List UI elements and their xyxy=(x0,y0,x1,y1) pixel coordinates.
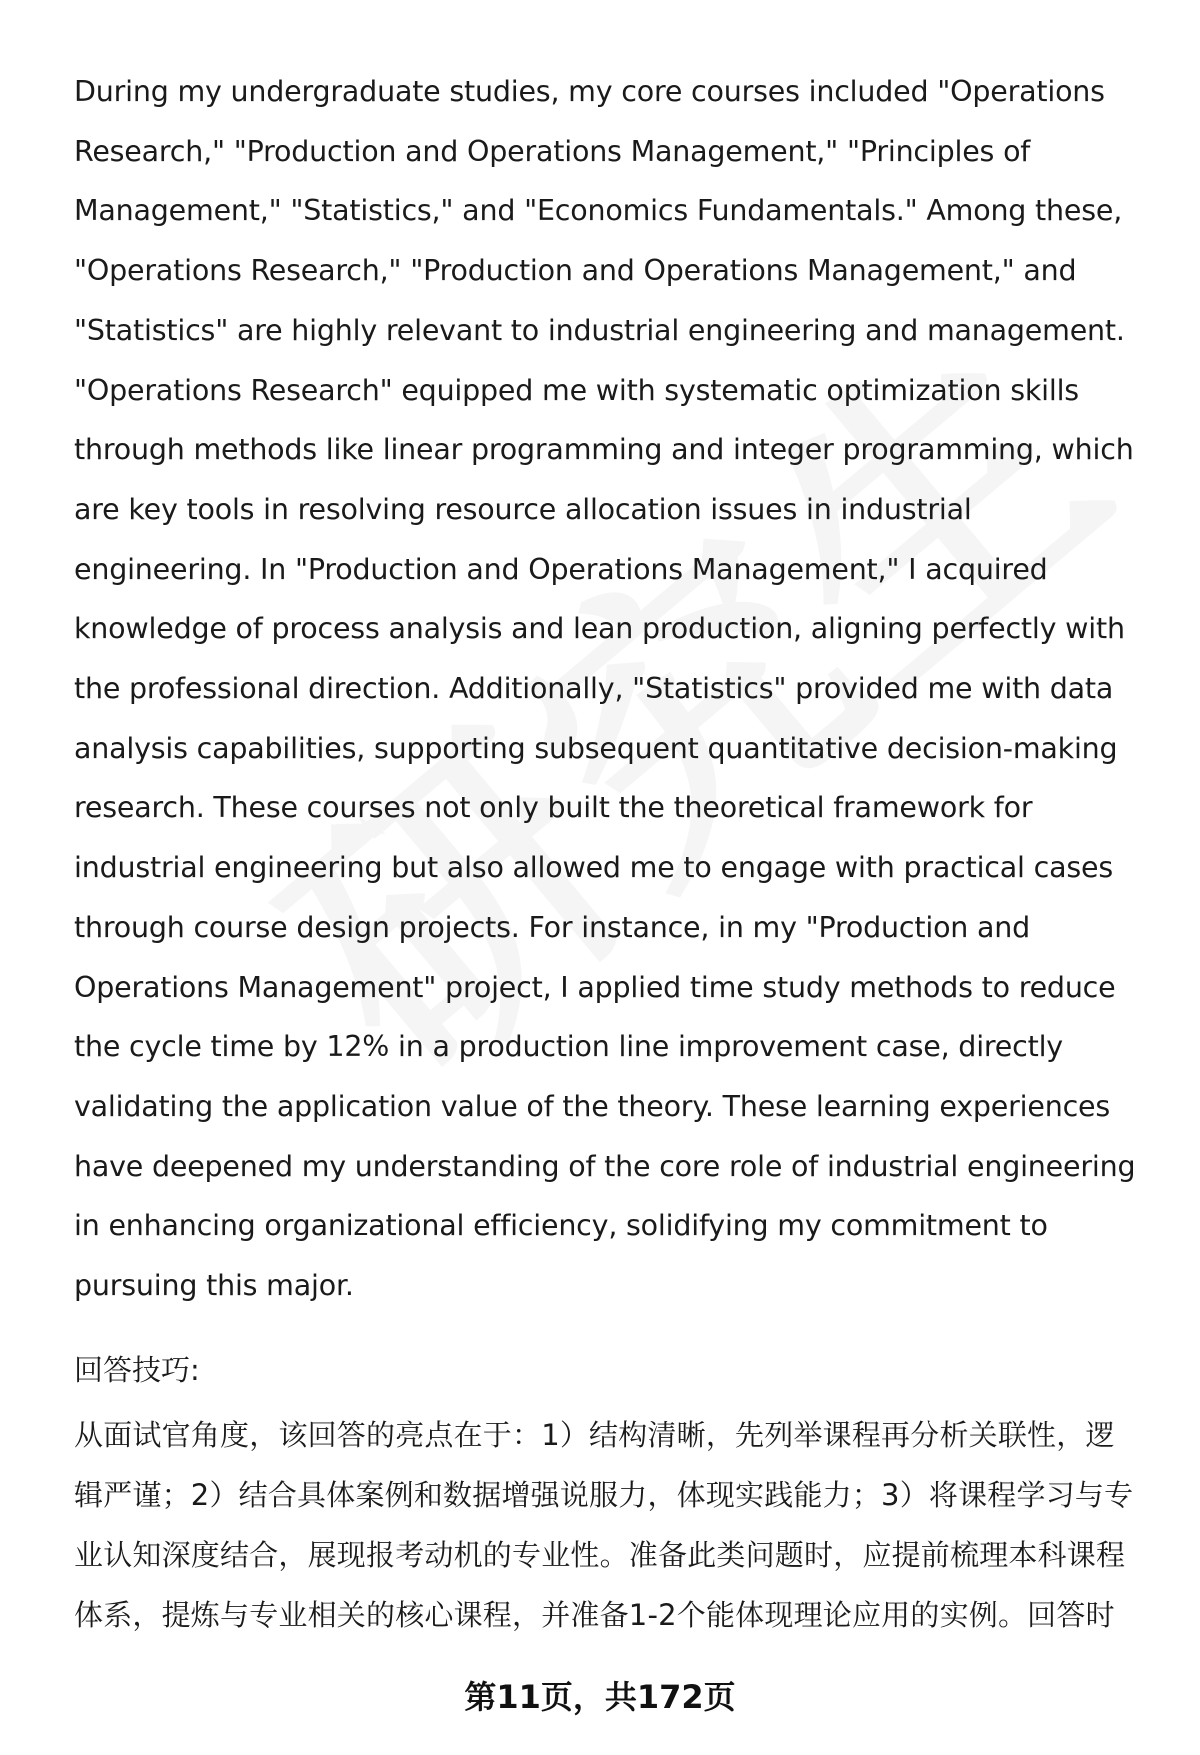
tips-label: 回答技巧: xyxy=(74,1353,200,1387)
document-page xyxy=(74,62,1160,1316)
tips-text: 从面试官角度，该回答的亮点在于：1）结构清晰，先列举课程再分析关联性，逻 辑严谨；2）结合具体案例和数据增强说服力，体现实践能力；3）将课程学习与专 业认知深度结合，展现报考动机的专业性。准备此类问题时，应提前梳理本科课程 体系，提炼与专业相关的核心课程，并准备1-2个能体现理论应用的实例。回答时 xyxy=(74,1418,1134,1632)
page-footer: 第11页，共172页 xyxy=(464,1678,736,1716)
body-paragraph: During my undergraduate studies, my core courses included "Operations Research," "Production and Operations Management," "Principles of Management," "Statistics," and "Economics Fundamentals." Among these, "Operations Research," "Production and Operations Management," and "Statistics" are highly relevant to industrial engineering and management. "Operations Research" equipped me with systematic optimization skills through methods like linear programming and integer programming, which are key tools in resolving resource allocation issues in industrial engineering. In "Production and Operations Management," I acquired knowledge of process analysis and lean production, aligning perfectly with the professional direction. Additionally, "Statistics" provided me with data analysis capabilities, supporting subsequent quantitative decision-making research. These courses not only built the theoretical framework for industrial engineering but also allowed me to engage with practical cases through course design projects. For instance, in my "Production and Operations Management" project, I applied time study methods to reduce the cycle time by 12% in a production line improvement case, directly validating the application value of the theory. These learning experiences have deepened my understanding of the core role of industrial engineering in enhancing organizational efficiency, solidifying my commitment to pursuing this major. xyxy=(74,75,1136,1303)
